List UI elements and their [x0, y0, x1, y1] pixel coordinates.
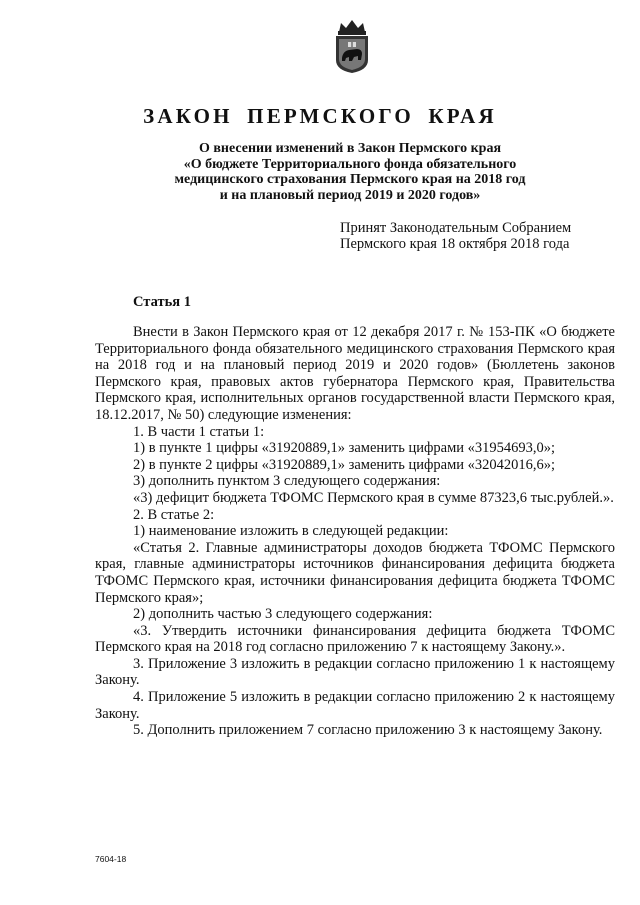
paragraph: 1) наименование изложить в следующей редакции:	[133, 523, 449, 540]
law-subject	[140, 141, 560, 203]
paragraph: 2) в пункте 2 цифры «31920889,1» заменить цифрами «32042016,6»;	[133, 456, 556, 473]
article-title: Статья 1	[133, 294, 191, 310]
paragraph: 3) дополнить пунктом 3 следующего содержания:	[133, 473, 441, 490]
paragraph: «3. Утвердить источники финансирования дефицита бюджета ТФОМС Пермского края на 2018 год согласно приложению 7 к настоящему Закону.».	[95, 622, 615, 656]
subject-line: О внесении изменений в Закон Пермского края	[198, 141, 502, 156]
paragraph: «3) дефицит бюджета ТФОМС Пермского края в сумме 87323,6 тыс.рублей.».	[133, 489, 614, 506]
paragraph: 3. Приложение 3 изложить в редакции согласно приложению 1 к настоящему Закону.	[95, 655, 615, 689]
paragraph: 1) в пункте 1 цифры «31920889,1» заменить цифрами «31954693,0»;	[133, 440, 556, 457]
paragraph: 2) дополнить частью 3 следующего содержания:	[133, 606, 433, 623]
paragraph: 5. Дополнить приложением 7 согласно приложению 3 к настоящему Закону.	[133, 722, 603, 739]
subject-line: «О бюджете Территориального фонда обязательного	[183, 156, 517, 172]
paragraph: 1. В части 1 статьи 1:	[133, 423, 265, 440]
paragraph: Внести в Закон Пермского края от 12 декабря 2017 г. № 153-ПК «О бюджете Территориального фонда обязательного медицинского страхования Пермского края на 2018 год и на плановый период 2019 и 2020 годов» (Бюллетень законов Пермского края, правовых актов губернатора Пермского края, Правительства Пермского края, исполнительных органов государственной власти Пермского края, 18.12.2017, № 50) следующие изменения:	[95, 324, 615, 423]
paragraph: 2. В статье 2:	[133, 506, 215, 523]
perm-krai-coat-of-arms-icon	[331, 18, 373, 74]
subject-line: и на плановый период 2019 и 2020 годов»	[219, 187, 481, 203]
paragraph: «Статья 2. Главные администраторы доходов бюджета ТФОМС Пермского края, главные администраторы источников финансирования дефицита бюджета ТФОМС Пермского края, источники финансирования дефицита бюджета ТФОМС Пермского края»;	[95, 539, 615, 606]
paragraph: 4. Приложение 5 изложить в редакции согласно приложению 2 к настоящему Закону.	[95, 689, 615, 722]
document-code: 7604-18	[95, 854, 127, 864]
adoption-line: Принят Законодательным Собранием	[340, 220, 572, 236]
adoption-line: Пермского края 18 октября 2018 года	[340, 235, 570, 252]
adoption-note	[340, 221, 571, 252]
article-body	[95, 324, 615, 739]
law-title: ЗАКОН ПЕРМСКОГО КРАЯ	[143, 104, 497, 128]
subject-line: медицинского страхования Пермского края на 2018 год	[174, 172, 526, 187]
